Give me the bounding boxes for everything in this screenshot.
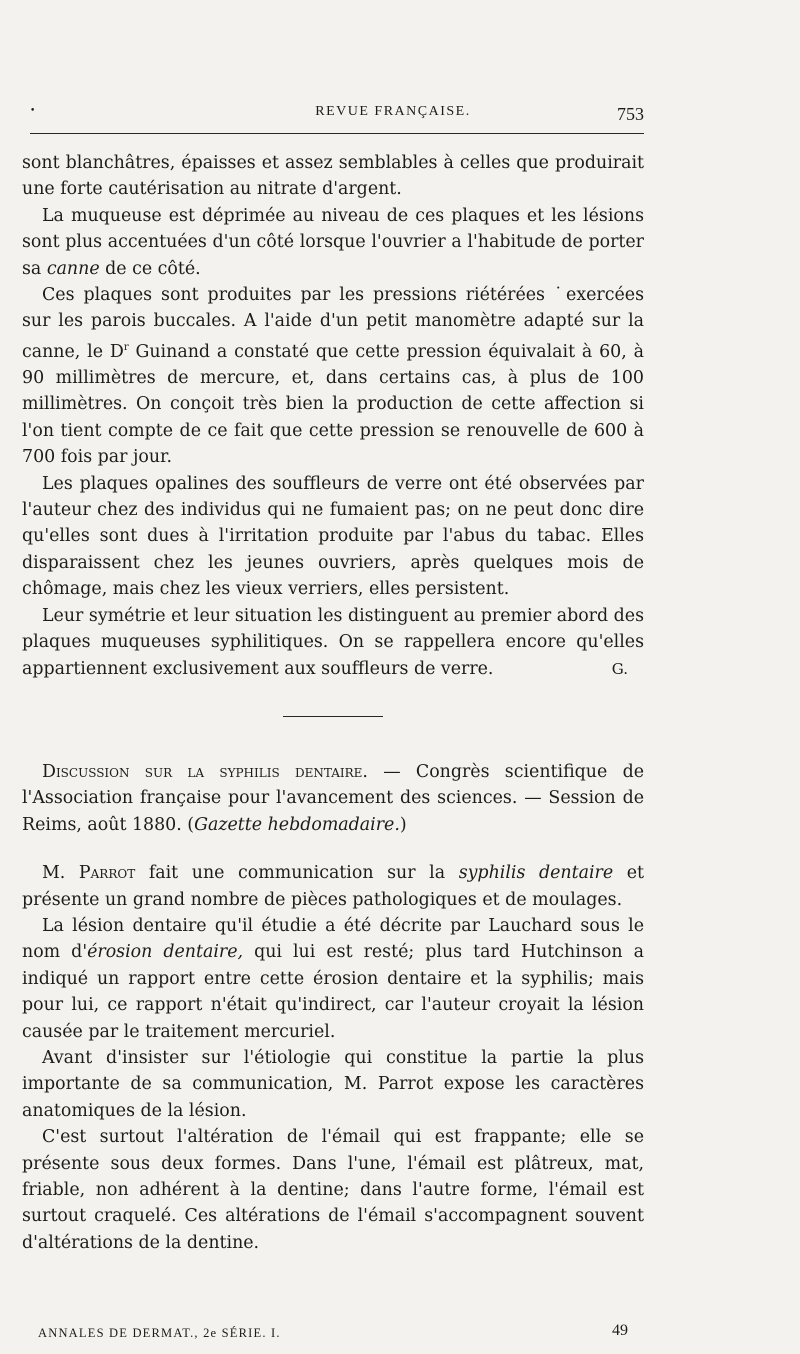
paragraph-3-text: Ces plaques sont produites par les pressions riétérées ˙exercées sur les parois buccales. A l'aide d'un petit manomètre adapté sur la canne, le D — [22, 285, 644, 362]
author-initial: G. — [611, 659, 628, 678]
article-p1-a: fait une communication sur la — [148, 863, 446, 884]
article-paragraph-3: Avant d'insister sur l'étiologie qui constitue la partie la plus importante de sa communication, M. Parrot expose les caractères anatomiques de la lésion. — [22, 1047, 644, 1121]
paragraph-4: Les plaques opalines des souffleurs de verre ont été observées par l'auteur chez des individus qui ne fumaient pas; on ne peut donc dire qu'elles sont dues à l'irritation produite par l'abus du tabac. Elles disparaissent chez les jeunes ouvriers, après quelques mois de chômage, mais chez les vieux verriers, elles persistent. — [22, 473, 644, 600]
paragraph-2-end: de ce côté. — [105, 258, 201, 279]
article-paragraph-2 — [22, 913, 644, 1045]
page-number: 753 — [617, 104, 644, 124]
article-paragraph-4: C'est surtout l'altération de l'émail qui est frappante; elle se présente sous deux formes. Dans l'une, l'émail est plâtreux, mat, friable, non adhérent à la dentine; dans l'autre forme, l'émail est surtout craquelé. Ces altérations de l'émail s'accompagnent souvent d'altérations de la dentine. — [22, 1127, 644, 1253]
running-title: REVUE FRANÇAISE. — [315, 104, 471, 119]
paragraph-2-italic: canne — [46, 258, 100, 279]
source-italic: Gazette hebdomadaire. — [194, 814, 400, 835]
paragraph-5 — [22, 603, 644, 682]
source-close: ) — [399, 814, 407, 835]
article-paragraph-1 — [22, 860, 644, 913]
body-text — [22, 150, 644, 1256]
paragraph-2 — [22, 203, 644, 282]
paragraph-5-text: Leur symétrie et leur situation les distinguent au premier abord des plaques muqueuses syphilitiques. On se rappellera encore qu'elles appartiennent exclusivement aux souffleurs de verre. — [22, 605, 644, 679]
gathering-number: 49 — [612, 1322, 628, 1339]
article-p2-italic: érosion dentaire, — [87, 942, 244, 963]
paragraph-2-text: La muqueuse est déprimée au niveau de ces plaques et les lésions sont plus accentuées d'un côté lorsque l'ouvrier a l'habitude de porter sa — [22, 205, 644, 279]
article-p2-b: qui lui est resté; plus tard Hutchinson a indiqué un rapport entre cette érosion dentaire et la syphilis; mais pour lui, ce rapport n'était qu'indirect, car l'auteur croyait la lésion causée par le traitement mercuriel. — [22, 942, 644, 1042]
section-heading-rest: — Congrès scientifique de l'Association française pour l'avancement des sciences. — Session de Reims, août 1880. ( — [22, 761, 644, 835]
paragraph-3 — [22, 282, 644, 471]
journal-signature-line: ANNALES DE DERMAT., 2e SÉRIE. I. — [38, 1326, 281, 1340]
dot-mark: • — [30, 106, 36, 116]
paragraph-1: sont blanchâtres, épaisses et assez semblables à celles que produirait une forte cautérisation au nitrate d'argent. — [22, 153, 644, 200]
section-heading — [22, 759, 644, 838]
running-head — [22, 104, 644, 126]
footer — [38, 1322, 628, 1341]
section-separator — [283, 716, 383, 717]
article-p1-italic: syphilis dentaire — [458, 863, 614, 884]
article-p2-a: La lésion dentaire qu'il étudie a été décrite par Lauchard sous le nom d' — [22, 915, 644, 963]
header-rule — [30, 133, 644, 134]
paragraph-3-sup: r — [123, 341, 129, 353]
paragraph-3-end: Guinand a constaté que cette pression équivalait à 60, à 90 millimètres de mercure, et, dans certains cas, à plus de 100 millimètres. On conçoit très bien la production de cette affection si l'on tient compte de ce fait que cette pression se renouvelle de 600 à 700 fois par jour. — [22, 341, 644, 468]
article-p1-b: et présente un grand nombre de pièces pathologiques et de moulages. — [22, 863, 644, 910]
author-name: M. Parrot — [42, 863, 136, 884]
section-heading-caps: Discussion sur la syphilis dentaire. — [42, 761, 368, 782]
